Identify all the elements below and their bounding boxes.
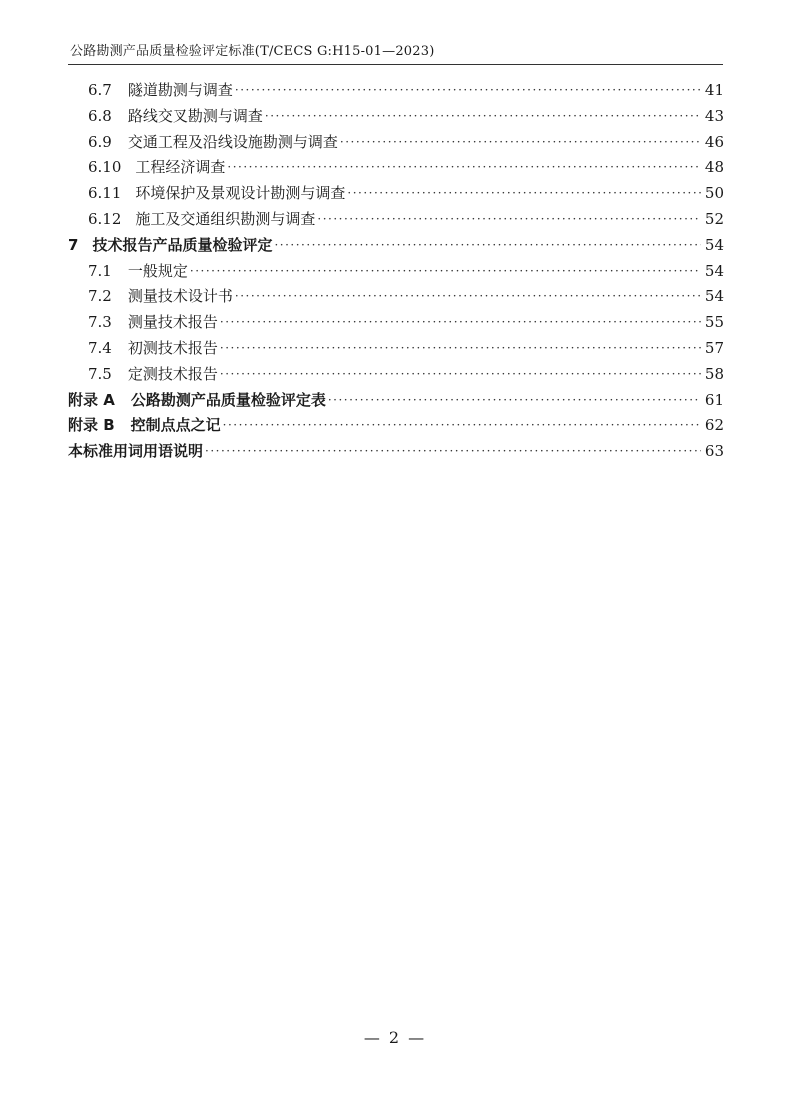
toc-entry-number: 6.8 [88,106,112,125]
toc-dot-leader [235,77,701,103]
toc-entry-number: 7.3 [88,313,112,332]
toc-entry-title: 一般规定 [127,261,188,280]
toc-entry-page: 58 [704,364,724,383]
toc-entry-title: 测量技术报告 [127,313,218,332]
toc-entry-number: 6.12 [88,210,122,228]
toc-dot-leader [265,103,701,129]
toc-entry-number: 7.5 [88,364,112,383]
toc-entry-title: 初测技术报告 [127,339,218,357]
toc-entry[interactable] [0,335,790,361]
toc-entry-page: 55 [704,313,724,332]
toc-dot-leader [220,309,701,335]
toc-entry-page: 50 [704,184,724,203]
toc-dot-leader [235,283,701,309]
toc-entry-title: 本标准用词用语说明 [68,442,204,461]
toc-entry-page: 54 [704,261,724,280]
toc-entry-title: 交通工程及沿线设施勘测与调查 [127,132,338,151]
toc-entry-number: 6.9 [88,132,112,151]
toc-dot-leader [328,387,701,413]
toc-dot-leader [340,129,701,155]
toc-entry-title: 环境保护及景观设计勘测与调查 [135,184,346,203]
toc-entry-number: 7.2 [88,287,112,306]
toc-entry[interactable] [0,103,790,129]
toc-entry-page: 41 [704,81,724,99]
toc-entry-number: 7 [68,235,79,254]
toc-entry[interactable] [0,232,790,258]
toc-entry[interactable] [0,154,790,180]
toc-entry-page: 48 [704,158,724,177]
toc-entry-title: 技术报告产品质量检验评定 [92,235,273,254]
running-header: 公路勘测产品质量检验评定标准(T/CECS G:H15-01—2023) [70,44,435,59]
toc-entry-number: 7.1 [88,261,112,280]
toc-dot-leader [190,258,701,284]
toc-entry[interactable] [0,412,790,438]
toc-entry-page: 46 [704,132,724,151]
toc-entry-title: 测量技术设计书 [127,287,233,306]
toc-entry-title: 施工及交通组织勘测与调查 [135,210,316,228]
toc-dot-leader [317,206,700,232]
toc-entry[interactable] [0,77,790,103]
toc-entry-number: 6.10 [88,158,122,177]
toc-dot-leader [205,438,701,464]
toc-dot-leader [223,412,701,438]
toc-entry-title: 公路勘测产品质量检验评定表 [130,390,326,409]
toc-dot-leader [220,335,701,361]
toc-entry[interactable] [0,283,790,309]
toc-entry-title: 控制点点之记 [130,416,221,435]
toc-entry[interactable] [0,258,790,284]
toc-entry-title: 定测技术报告 [127,364,218,383]
toc-entry-page: 54 [704,287,724,306]
toc-dot-leader [220,361,701,387]
toc-entry-page: 57 [704,339,724,357]
toc-entry-number: 7.4 [88,339,112,357]
toc-entry[interactable] [0,309,790,335]
toc-entry-title: 路线交叉勘测与调查 [127,106,263,125]
toc-entry-title: 工程经济调查 [135,158,226,177]
toc-entry[interactable] [0,206,790,232]
toc-dot-leader [347,180,700,206]
toc-entry-number: 附录 B [68,416,115,435]
toc-entry-number: 附录 A [68,390,115,409]
toc-entry-page: 62 [704,416,724,435]
toc-entry-page: 63 [704,442,724,461]
toc-entry-page: 52 [704,210,724,228]
toc-entry[interactable] [0,438,790,464]
toc-entry-page: 61 [704,390,724,409]
toc-entry[interactable] [0,129,790,155]
toc-entry-number: 6.11 [88,184,122,203]
toc-dot-leader [227,154,700,180]
toc-entry-page: 43 [704,106,724,125]
toc-entry[interactable] [0,361,790,387]
toc-dot-leader [274,232,700,258]
toc-entry-number: 6.7 [88,81,112,99]
page-number: — 2 — [363,1028,427,1047]
toc-entry[interactable] [0,387,790,413]
toc-entry-page: 54 [704,235,724,254]
toc-entry[interactable] [0,180,790,206]
toc-entry-title: 隧道勘测与调查 [127,81,233,99]
